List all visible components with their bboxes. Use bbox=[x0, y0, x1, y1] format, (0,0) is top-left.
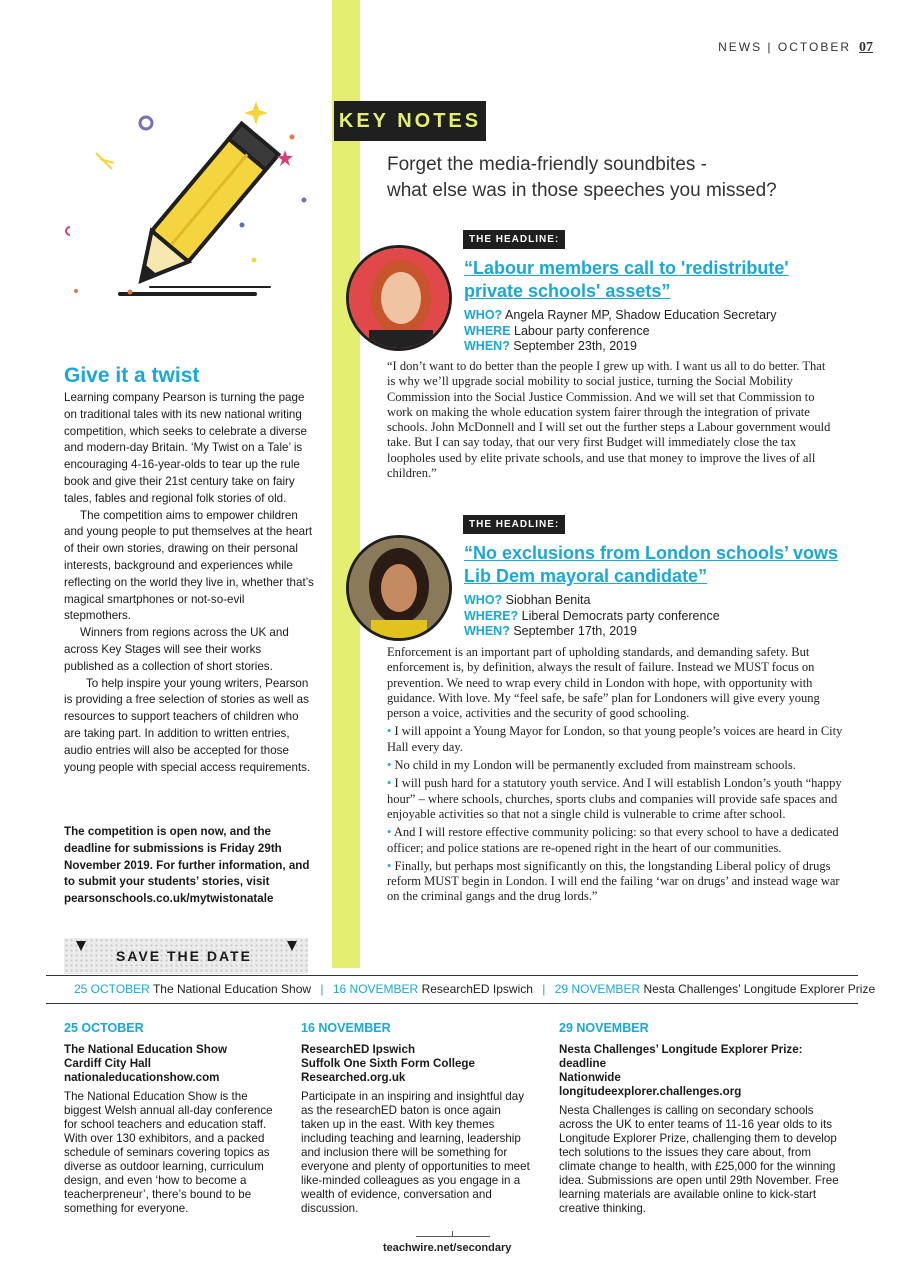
sparkle-icon bbox=[244, 101, 268, 125]
event-website[interactable]: longitudeexplorer.challenges.org bbox=[559, 1085, 742, 1098]
headline-meta bbox=[464, 308, 854, 355]
when-label: WHEN? bbox=[464, 339, 510, 353]
intro-line-1: Forget the media-friendly soundbites - bbox=[387, 154, 707, 175]
bullet-text: I will appoint a Young Mayor for London, so that young people’s voices are heard in City Hall every day. bbox=[387, 724, 843, 754]
star-icon bbox=[277, 150, 293, 166]
section-label: NEWS | OCTOBER bbox=[718, 40, 851, 54]
sidebar-paragraph: Winners from regions across the UK and across Key Stages will see their works published as a collection of short stories. bbox=[64, 626, 289, 673]
headline-body bbox=[387, 645, 849, 905]
page-header bbox=[718, 40, 873, 56]
strip-separator: | bbox=[542, 982, 546, 996]
headline-title-line: “Labour members call to 'redistribute' bbox=[464, 258, 789, 278]
accent-bar bbox=[332, 0, 360, 968]
strip-event: Nesta Challenges’ Longitude Explorer Prize bbox=[643, 982, 876, 996]
strip-event: The National Education Show bbox=[152, 982, 312, 996]
bullet-text: And I will restore effective community policing: so that every school to have a dedicated officer; and police stations are re-opened right in the heart of our communities. bbox=[387, 825, 839, 855]
bullet-item bbox=[387, 859, 849, 905]
page-number: 07 bbox=[859, 40, 873, 55]
headline-title-line: “No exclusions from London schools’ vows bbox=[464, 543, 839, 563]
avatar bbox=[346, 535, 452, 641]
bullet-item bbox=[387, 724, 849, 755]
headline-tag: THE HEADLINE: bbox=[463, 515, 565, 534]
footer-url[interactable]: teachwire.net/secondary bbox=[383, 1242, 512, 1254]
portrait-angela-rayner bbox=[349, 248, 449, 348]
who-label: WHO? bbox=[464, 593, 503, 607]
event-venue: Nationwide bbox=[559, 1071, 621, 1084]
event-date: 25 OCTOBER bbox=[64, 1021, 144, 1035]
bullet-item bbox=[387, 758, 849, 773]
when-value: September 23th, 2019 bbox=[513, 339, 638, 353]
event-description: The National Education Show is the biggest Welsh annual all-day conference for school teachers and education staff. With over 130 exhibitors, and a packed schedule of seminars covering topics as diverse as outdoor learning, curriculum design, and even ‘how to become a teacherpreneur’, there’s bound to be something for everyone. bbox=[64, 1090, 273, 1215]
headline-title[interactable] bbox=[464, 542, 884, 588]
event-venue: Cardiff City Hall bbox=[64, 1057, 151, 1070]
portrait-siobhan-benita bbox=[349, 538, 449, 638]
key-notes-label: KEY NOTES bbox=[334, 101, 486, 141]
who-value: Siobhan Benita bbox=[505, 593, 591, 607]
pencil-icon bbox=[123, 124, 279, 297]
event-name: ResearchED Ipswich bbox=[301, 1043, 416, 1056]
bullet-icon: • bbox=[387, 858, 392, 873]
strip-date: 25 OCTOBER bbox=[74, 982, 150, 996]
sidebar-cta: The competition is open now, and the deadline for submissions is Friday 29th November 2019. For further information, and to submit your students’ stories, visit pearsonschools.co.uk/mytwistonatale bbox=[64, 825, 310, 906]
headline-paragraph: Enforcement is an important part of upholding standards, and demanding safety. But enforcement is, by definition, always the result of failure. Instead we MUST focus on prevention. We need to wrap every child in London with hope, with opportunity with guidance. With love. My “feel safe, be safe” plan for Londoners will give every young person a voice, activities and the security of good schooling. bbox=[387, 645, 820, 721]
event-column bbox=[301, 1021, 531, 1216]
headline-tag: THE HEADLINE: bbox=[463, 230, 565, 249]
date-strip bbox=[74, 982, 875, 996]
headline-meta bbox=[464, 593, 854, 640]
headline-title-line: Lib Dem mayoral candidate” bbox=[464, 566, 708, 586]
event-date: 29 NOVEMBER bbox=[559, 1021, 649, 1035]
event-name: Nesta Challenges’ Longitude Explorer Prize: deadline bbox=[559, 1043, 803, 1070]
headline-title-line: private schools' assets” bbox=[464, 281, 671, 301]
strip-separator: | bbox=[320, 982, 324, 996]
event-column bbox=[559, 1021, 849, 1216]
when-value: September 17th, 2019 bbox=[513, 624, 638, 638]
who-value: Angela Rayner MP, Shadow Education Secretary bbox=[504, 308, 777, 322]
event-heading bbox=[559, 1043, 849, 1099]
bullet-text: No child in my London will be permanently excluded from mainstream schools. bbox=[394, 758, 796, 773]
bullet-item bbox=[387, 776, 849, 822]
triangle-icon bbox=[287, 941, 297, 951]
event-description: Nesta Challenges is calling on secondary schools across the UK to enter teams of 11-16 year olds to its Longitude Explorer Prize, challenging them to develop tech solutions to the issues they care about, from climate change to health, with £25,000 for the winning idea. Submissions are open until 29th November. Free learning materials are available online to kick-start creative thinking. bbox=[559, 1104, 839, 1215]
ring-icon bbox=[140, 117, 152, 129]
save-the-date-label: SAVE THE DATE bbox=[116, 948, 252, 964]
sidebar-paragraph: The competition aims to empower children and young people to put themselves at the heart of their own stories, drawing on their personal interests, background and experiences while reflecting on the world they live in, whether that’s magical smartphones or not-so-evil stepmothers. bbox=[64, 508, 314, 623]
triangle-icon bbox=[76, 941, 86, 951]
bullet-text: Finally, but perhaps most significantly on this, the longstanding Liberal policy of drugs reform MUST begin in London. I will end the failing ‘war on drugs’ and instead wage war on the criminal gangs and the drug lords.” bbox=[387, 858, 840, 904]
bullet-item bbox=[387, 825, 849, 856]
footer-tick bbox=[452, 1231, 453, 1237]
headline-quote: “I don’t want to do better than the people I grew up with. I want us all to do better. That is why we’ll upgrade social mobility to social justice, turning the Social Mobility Commission into the Social Justice Commission. And we will set that Commission to work on making the whole education system fairer through the integration of private schools. John McDonnell and I will set out the further steps a Labour government would take. But I can say today, that our very first Budget will immediately close the tax loopholes used by elite private schools, and use that money to improve the lives of all children.” bbox=[387, 359, 831, 481]
footer-rule bbox=[416, 1236, 490, 1237]
who-label: WHO? bbox=[464, 308, 503, 322]
strip-date: 16 NOVEMBER bbox=[332, 982, 419, 996]
avatar bbox=[346, 245, 452, 351]
event-website[interactable]: nationaleducationshow.com bbox=[64, 1071, 220, 1084]
sidebar-paragraph: To help inspire your young writers, Pearson is providing a free selection of stories as well as resources to support teachers of children who are taking part. In addition to written entries, audio entries will also be accepted for those young people with special access requirements. bbox=[64, 676, 311, 774]
event-venue: Suffolk One Sixth Form College bbox=[301, 1057, 475, 1070]
sidebar-paragraph: Learning company Pearson is turning the page on traditional tales with its new national writing competition, which seeks to celebrate a diverse and modern-day Britain. ‘My Twist on a Tale’ is encouraging 4-16-year-olds to tear up the rule book and give their 21st century take on fairy tales, fables and regional folk stories of old. bbox=[64, 391, 307, 505]
key-notes-intro bbox=[387, 152, 857, 204]
event-description: Participate in an inspiring and insightful day as the researchED baton is once again taken up in the east. With key themes including teaching and learning, leadership and inclusion there will be something for everyone and plenty of opportunities to meet like-minded colleagues as you engage in a wealth of evidence, conversation and discussion. bbox=[301, 1090, 530, 1215]
strip-date: 29 NOVEMBER bbox=[554, 982, 641, 996]
when-label: WHEN? bbox=[464, 624, 510, 638]
pencil-illustration bbox=[60, 95, 320, 310]
event-website[interactable]: Researched.org.uk bbox=[301, 1071, 406, 1084]
headline-title[interactable] bbox=[464, 257, 854, 303]
event-date: 16 NOVEMBER bbox=[301, 1021, 391, 1035]
where-label: WHERE? bbox=[464, 608, 519, 623]
bullet-icon: • bbox=[387, 758, 392, 773]
sidebar-title: Give it a twist bbox=[64, 364, 200, 387]
divider bbox=[46, 975, 858, 976]
event-column bbox=[64, 1021, 284, 1216]
event-heading bbox=[64, 1043, 284, 1085]
bullet-icon: • bbox=[387, 776, 392, 791]
where-label: WHERE bbox=[464, 323, 511, 338]
intro-line-2: what else was in those speeches you missed? bbox=[387, 180, 777, 201]
divider bbox=[46, 1003, 858, 1004]
where-value: Labour party conference bbox=[514, 323, 650, 338]
sidebar-body bbox=[64, 390, 314, 776]
bullet-icon: • bbox=[387, 825, 392, 840]
event-name: The National Education Show bbox=[64, 1043, 227, 1056]
strip-event: ResearchED Ipswich bbox=[421, 982, 533, 996]
bullet-text: I will push hard for a statutory youth service. And I will establish London’s youth “happy hour” – where schools, churches, sports clubs and companies will provide safe spaces and enjoyable activities so that not a single child is vulnerable to crime after school. bbox=[387, 776, 842, 821]
event-heading bbox=[301, 1043, 531, 1085]
where-value: Liberal Democrats party conference bbox=[521, 608, 720, 623]
bullet-icon: • bbox=[387, 724, 392, 739]
